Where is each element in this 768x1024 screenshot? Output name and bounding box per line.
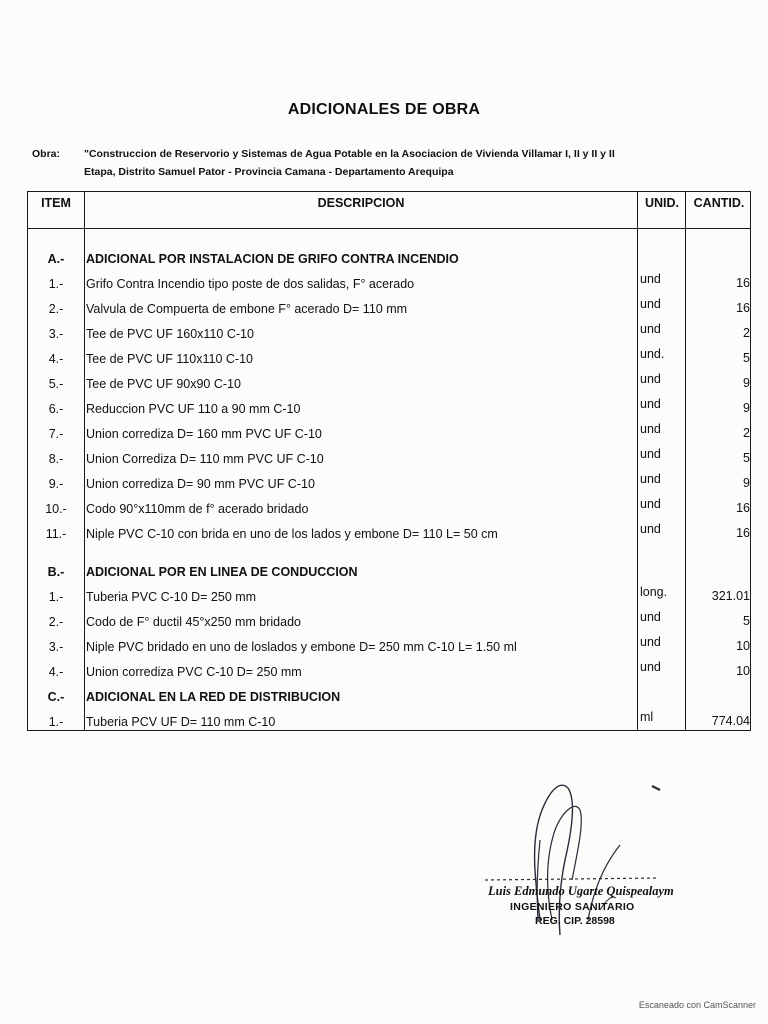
description-cell: Tee de PVC UF 110x110 C-10 (86, 352, 253, 366)
table-row (28, 473, 750, 495)
obra-description: "Construccion de Reservorio y Sistemas de Agua Potable en la Asociacion de Vivienda Villamar I, II y II y II Etapa, Distrito Samuel Pator - Provincia Camana - Departamento Arequipa (84, 148, 615, 178)
document-title: ADICIONALES DE OBRA (287, 101, 481, 118)
item-cell: 3.- (48, 327, 64, 341)
description-cell: Codo de F° ductil 45°x250 mm bridado (86, 615, 301, 629)
table-row (28, 323, 750, 345)
description-cell: Union corrediza D= 160 mm PVC UF C-10 (86, 427, 322, 441)
signatory-registration: REG. CIP. 28598 (535, 915, 615, 927)
item-cell: 1.- (48, 590, 64, 604)
table-row (28, 373, 750, 395)
table-row (28, 448, 750, 470)
unit-cell: und (640, 397, 661, 411)
table-row (28, 636, 750, 658)
item-cell: A.- (47, 252, 65, 266)
item-cell: 1.- (48, 277, 64, 291)
quantity-cell: 9 (743, 476, 750, 490)
obra-label: Obra: (32, 148, 61, 160)
description-cell: ADICIONAL POR EN LINEA DE CONDUCCION (86, 565, 358, 579)
quantity-cell: 774.04 (711, 714, 750, 728)
quantity-cell: 16 (736, 301, 750, 315)
item-cell: 5.- (48, 377, 64, 391)
table-row (28, 348, 750, 370)
header-unid: UNID. (644, 196, 680, 210)
item-cell: 1.- (48, 715, 64, 729)
unit-cell: und (640, 522, 661, 536)
unit-cell: und (640, 472, 661, 486)
header-descripcion: DESCRIPCION (317, 196, 405, 210)
description-cell: Tuberia PVC C-10 D= 250 mm (86, 590, 257, 604)
description-cell: Valvula de Compuerta de embone F° acerado D= 110 mm (86, 302, 408, 316)
section-row (28, 686, 750, 708)
signatory-title: INGENIERO SANITARIO (510, 901, 635, 913)
description-cell: ADICIONAL EN LA RED DE DISTRIBUCION (86, 690, 341, 704)
item-cell: C.- (47, 690, 65, 704)
quantity-cell: 5 (743, 451, 750, 465)
header-divider (28, 228, 750, 229)
unit-cell: und (640, 272, 661, 286)
unit-cell: und. (640, 347, 665, 361)
description-cell: Grifo Contra Incendio tipo poste de dos salidas, F° acerado (86, 277, 415, 291)
table-row (28, 498, 750, 520)
description-cell: Union corrediza PVC C-10 D= 250 mm (86, 665, 302, 679)
item-cell: 11.- (45, 527, 67, 541)
table-row (28, 711, 750, 733)
table-row (28, 611, 750, 633)
table-row (28, 423, 750, 445)
quantity-cell: 9 (743, 376, 750, 390)
quantity-cell: 16 (736, 526, 750, 540)
unit-cell: und (640, 422, 661, 436)
quantity-cell: 5 (743, 614, 750, 628)
item-cell: 4.- (48, 665, 64, 679)
unit-cell: und (640, 297, 661, 311)
description-cell: Niple PVC bridado en uno de loslados y embone D= 250 mm C-10 L= 1.50 ml (86, 640, 517, 654)
item-cell: 7.- (48, 427, 64, 441)
unit-cell: und (640, 635, 661, 649)
quantity-cell: 5 (743, 351, 750, 365)
unit-cell: und (640, 497, 661, 511)
description-cell: Union corrediza D= 90 mm PVC UF C-10 (86, 477, 315, 491)
item-cell: 3.- (48, 640, 64, 654)
section-row (28, 248, 750, 270)
unit-cell: und (640, 610, 661, 624)
quantity-cell: 9 (743, 401, 750, 415)
section-row (28, 561, 750, 583)
item-cell: 10.- (45, 502, 67, 516)
item-cell: 2.- (48, 302, 64, 316)
quantity-cell: 10 (736, 639, 750, 653)
quantity-cell: 2 (743, 326, 750, 340)
unit-cell: und (640, 372, 661, 386)
table-row (28, 586, 750, 608)
table-row (28, 523, 750, 545)
unit-cell: und (640, 660, 661, 674)
description-cell: Union Corrediza D= 110 mm PVC UF C-10 (86, 452, 324, 466)
description-cell: Tee de PVC UF 90x90 C-10 (86, 377, 241, 391)
quantity-cell: 10 (736, 664, 750, 678)
description-cell: Codo 90°x110mm de f° acerado bridado (86, 502, 309, 516)
item-cell: 9.- (48, 477, 64, 491)
description-cell: Niple PVC C-10 con brida en uno de los lados y embone D= 110 L= 50 cm (86, 527, 498, 541)
table-row (28, 398, 750, 420)
quantity-cell: 16 (736, 501, 750, 515)
unit-cell: und (640, 322, 661, 336)
signatory-name: Luis Edmundo Ugarte Quispealaym (488, 884, 674, 898)
table-row (28, 273, 750, 295)
description-cell: Tuberia PCV UF D= 110 mm C-10 (86, 715, 276, 729)
unit-cell: long. (640, 585, 668, 599)
description-cell: Reduccion PVC UF 110 a 90 mm C-10 (86, 402, 301, 416)
item-cell: 2.- (48, 615, 64, 629)
quantity-cell: 16 (736, 276, 750, 290)
header-cantid: CANTID. (693, 196, 745, 210)
table-row (28, 661, 750, 683)
quantity-cell: 321.01 (711, 589, 750, 603)
description-cell: ADICIONAL POR INSTALACION DE GRIFO CONTRA INCENDIO (86, 252, 459, 266)
item-cell: 4.- (48, 352, 64, 366)
header-item: ITEM (41, 196, 71, 210)
table-row (28, 298, 750, 320)
item-cell: 6.- (48, 402, 64, 416)
items-table (27, 191, 751, 731)
unit-cell: und (640, 447, 661, 461)
description-cell: Tee de PVC UF 160x110 C-10 (86, 327, 254, 341)
item-cell: B.- (47, 565, 65, 579)
quantity-cell: 2 (743, 426, 750, 440)
scanner-watermark: Escaneado con CamScanner (638, 1000, 756, 1010)
item-cell: 8.- (48, 452, 64, 466)
unit-cell: ml (640, 710, 654, 724)
